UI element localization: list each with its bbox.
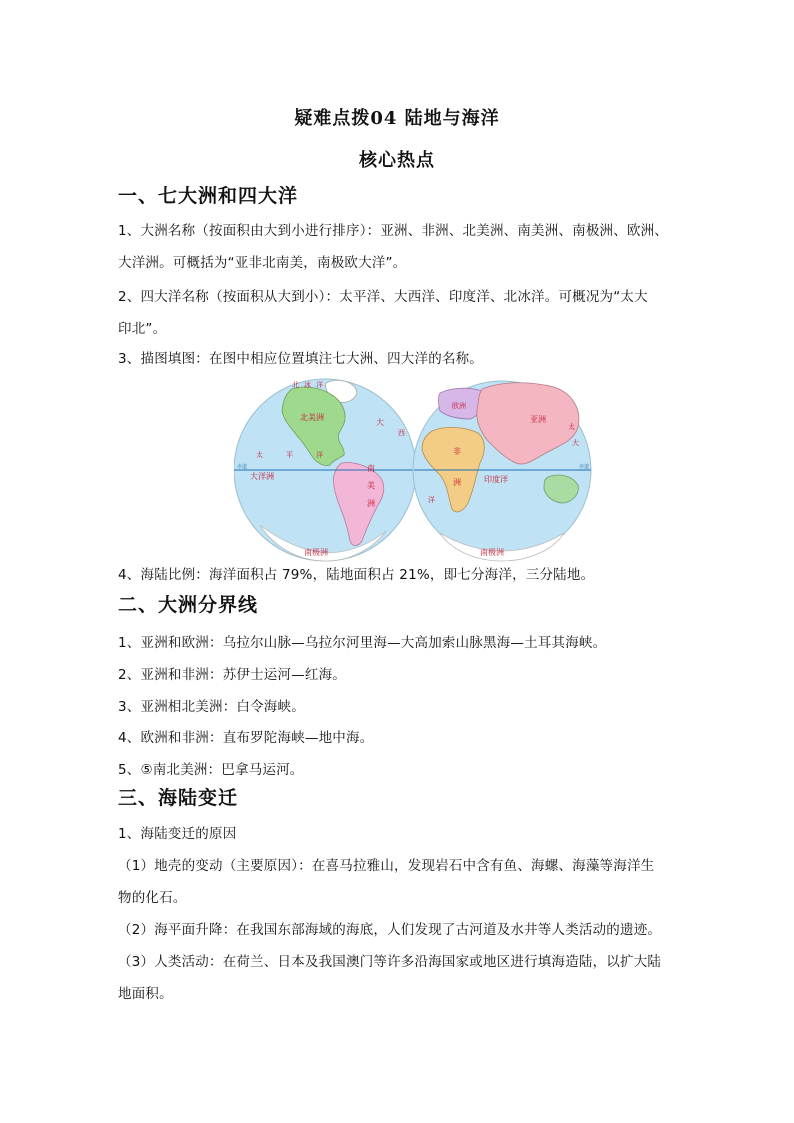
boundary-item-1: 1、亚洲和欧洲：乌拉尔山脉—乌拉尔河里海—大高加索山脉黑海—土耳其海峡。 (118, 635, 607, 651)
label-arctic-2: 冰 (304, 381, 311, 389)
paragraph-continent-names-1: 1、大洲名称（按面积由大到小进行排序）：亚洲、非洲、北美洲、南美洲、南极洲、欧洲、 (118, 223, 669, 239)
paragraph-continent-names-2: 大洋洲。可概括为“亚非北南美，南极欧大洋”。 (118, 255, 407, 271)
world-map-hemispheres (234, 375, 592, 565)
boundary-item-5: 5、⑤南北美洲：巴拿马运河。 (118, 762, 304, 778)
paragraph-land-ocean-ratio: 4、海陆比例：海洋面积占 79%，陆地面积占 21%，即七分海洋，三分陆地。 (118, 567, 595, 583)
label-antarctica-right: 南极洲 (480, 548, 504, 557)
paragraph-crust-movement-2: 物的化石。 (118, 890, 187, 906)
paragraph-human-activity-2: 地面积。 (118, 986, 173, 1002)
document-subtitle: 核心热点 (359, 150, 435, 171)
paragraph-change-reasons: 1、海陆变迁的原因 (118, 826, 237, 842)
label-africa-1: 非 (453, 447, 461, 456)
label-south-america-2: 美 (367, 481, 375, 490)
paragraph-ocean-names-1: 2、四大洋名称（按面积从大到小）：太平洋、大西洋、印度洋、北冰洋。可概况为“太大 (118, 289, 648, 305)
label-atlantic-1: 大 (376, 418, 384, 427)
label-pacific-2: 平 (286, 451, 293, 459)
paragraph-ocean-names-2: 印北”。 (118, 321, 167, 337)
label-indian-ocean: 印度洋 (484, 475, 508, 484)
label-atlantic-2: 西 (398, 429, 405, 437)
eastern-hemisphere (413, 381, 591, 561)
boundary-item-4: 4、欧洲和非洲：直布罗陀海峡—地中海。 (118, 730, 374, 746)
label-arctic-3: 洋 (316, 381, 323, 389)
label-arctic-1: 北 (292, 381, 299, 389)
boundary-item-2: 2、亚洲和非洲：苏伊士运河—红海。 (118, 667, 346, 683)
label-pacific-3: 洋 (316, 451, 323, 459)
boundary-item-3: 3、亚洲相北美洲：白令海峡。 (118, 699, 305, 715)
label-europe: 欧洲 (452, 402, 466, 410)
label-equator-left: 赤道 (237, 464, 248, 470)
paragraph-map-instruction: 3、描图填图：在图中相应位置填注七大洲、四大洋的名称。 (118, 351, 483, 367)
western-hemisphere (234, 379, 416, 561)
label-africa-2: 洲 (453, 478, 461, 487)
label-pacific-right-1: 太 (568, 423, 575, 431)
label-south-america-3: 洲 (367, 499, 375, 508)
label-north-america: 北美洲 (300, 413, 324, 422)
section-heading-continents-oceans: 一、七大洲和四大洋 (118, 185, 299, 207)
label-atlantic-right: 洋 (428, 496, 435, 504)
label-equator-right: 赤道 (579, 464, 590, 470)
label-asia: 亚洲 (530, 415, 546, 424)
section-heading-sea-land-change: 三、海陆变迁 (118, 787, 239, 809)
document-title: 疑难点拨04 陆地与海洋 (294, 108, 500, 129)
label-oceania-left: 大洋洲 (250, 472, 274, 481)
label-south-america-1: 南 (367, 464, 375, 473)
label-pacific-right-2: 大 (572, 439, 579, 447)
paragraph-crust-movement-1: （1）地壳的变动（主要原因）：在喜马拉雅山，发现岩石中含有鱼、海螺、海藻等海洋生 (118, 858, 655, 874)
paragraph-human-activity-1: （3）人类活动：在荷兰、日本及我国澳门等许多沿海国家或地区进行填海造陆，以扩大陆 (118, 954, 662, 970)
label-antarctica-left: 南极洲 (304, 548, 328, 557)
paragraph-sea-level-change: （2）海平面升降：在我国东部海域的海底，人们发现了古河道及水井等人类活动的遗迹。 (118, 922, 662, 938)
section-heading-continent-boundaries: 二、大洲分界线 (118, 594, 259, 616)
label-pacific-1: 太 (256, 451, 263, 459)
